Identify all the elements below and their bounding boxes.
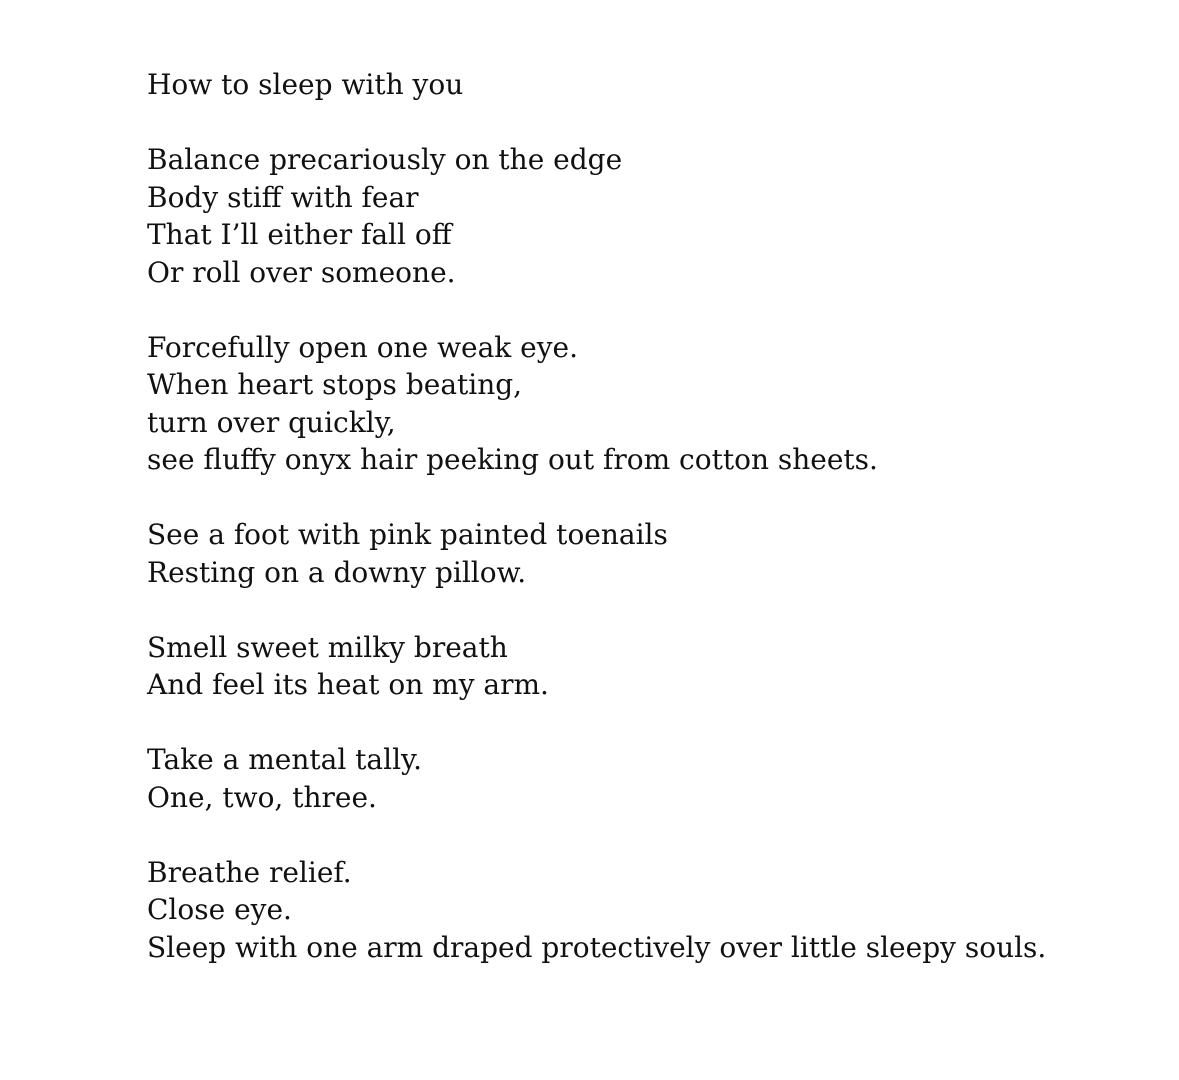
poem-line: See a foot with pink painted toenails xyxy=(147,518,668,551)
poem-line: Forcefully open one weak eye. xyxy=(147,330,579,364)
poem-line: Balance precariously on the edge xyxy=(147,143,623,176)
stanza-3 xyxy=(147,516,1147,591)
poem-title: How to sleep with you xyxy=(147,68,464,101)
poem-line: Or roll over someone. xyxy=(147,255,456,289)
stanza-4 xyxy=(147,629,1147,704)
poem-line: One, two, three. xyxy=(147,780,377,814)
poem-line: Close eye. xyxy=(147,893,292,926)
poem-line: Body stiff with fear xyxy=(147,180,419,214)
poem-line: That I’ll either fall off xyxy=(147,218,452,251)
stanza-2 xyxy=(147,329,1147,479)
poem-line: And feel its heat on my arm. xyxy=(147,668,549,701)
poem-line: see fluffy onyx hair peeking out from cotton sheets. xyxy=(147,443,878,476)
stanza-1 xyxy=(147,141,1147,291)
poem-line: Resting on a downy pillow. xyxy=(147,555,527,589)
document-page xyxy=(147,66,1147,1004)
poem-line: Breathe relief. xyxy=(147,855,352,889)
poem-line: Sleep with one arm draped protectively over little sleepy souls. xyxy=(147,930,1047,964)
stanza-5 xyxy=(147,741,1147,816)
poem-line: When heart stops beating, xyxy=(147,368,523,401)
poem-line: turn over quickly, xyxy=(147,405,396,439)
stanza-6 xyxy=(147,854,1147,967)
poem-line: Take a mental tally. xyxy=(147,743,423,776)
poem-line: Smell sweet milky breath xyxy=(147,630,508,664)
